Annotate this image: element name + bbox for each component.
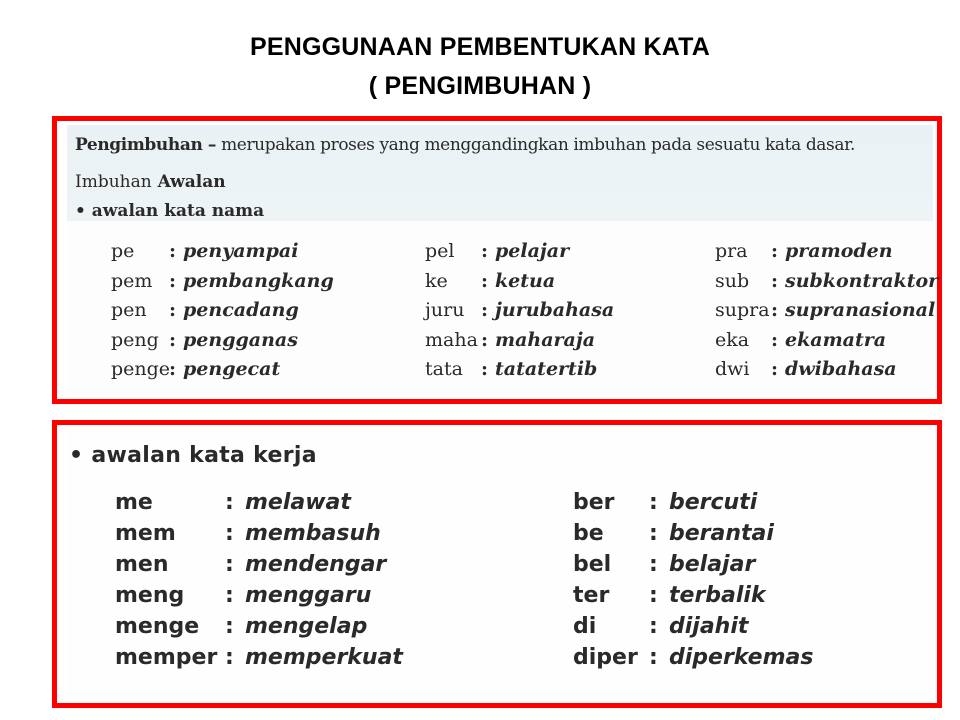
- example-word: pencadang: [183, 299, 299, 321]
- prefix-column-3: [715, 237, 938, 385]
- prefix-row: [115, 611, 403, 642]
- separator-colon: :: [481, 358, 489, 380]
- example-word: penyampai: [183, 240, 299, 262]
- separator-colon: :: [225, 490, 234, 515]
- example-word: tatatertib: [495, 358, 598, 380]
- scanned-text-kata-nama: [67, 125, 939, 395]
- separator-colon: :: [771, 328, 779, 351]
- prefix-row: [573, 487, 813, 518]
- example-word: mendengar: [245, 552, 387, 577]
- separator-colon: :: [649, 521, 658, 546]
- section-heading-kata-nama: • awalan kata nama: [75, 201, 265, 221]
- prefix-column-1: [115, 487, 403, 673]
- prefix-label: pra: [715, 240, 748, 262]
- example-word: diperkemas: [669, 645, 814, 670]
- prefix-label: me: [115, 490, 153, 515]
- prefix-label: menge: [115, 614, 200, 639]
- imbuhan-label: Imbuhan: [75, 172, 152, 192]
- separator-colon: :: [225, 645, 234, 670]
- example-word: subkontraktor: [785, 269, 939, 292]
- example-word: membasuh: [245, 521, 381, 546]
- separator-colon: :: [649, 645, 658, 670]
- prefix-row: [425, 326, 614, 356]
- separator-colon: :: [169, 328, 177, 351]
- prefix-row: [425, 355, 614, 385]
- prefix-label: juru: [425, 299, 465, 321]
- prefix-label: ter: [573, 583, 610, 608]
- prefix-label: eka: [715, 328, 750, 351]
- example-word: berantai: [669, 521, 774, 546]
- prefix-label: supra: [715, 299, 770, 321]
- prefix-row: [115, 549, 403, 580]
- awalan-kata-nama-panel: [52, 116, 942, 404]
- separator-colon: :: [169, 240, 177, 262]
- example-word: menggaru: [245, 583, 372, 608]
- prefix-label: diper: [573, 645, 638, 670]
- example-word: belajar: [669, 552, 756, 577]
- example-word: maharaja: [495, 328, 596, 351]
- separator-colon: :: [771, 240, 779, 262]
- prefix-label: di: [573, 614, 597, 639]
- prefix-row: [573, 518, 813, 549]
- prefix-row: [715, 326, 938, 356]
- section-heading-kata-kerja: • awalan kata kerja: [69, 443, 317, 468]
- separator-colon: :: [481, 240, 489, 262]
- separator-colon: :: [225, 521, 234, 546]
- example-word: mengelap: [245, 614, 368, 639]
- separator-colon: :: [481, 328, 489, 351]
- separator-colon: :: [225, 614, 234, 639]
- prefix-row: [115, 518, 403, 549]
- prefix-label: memper: [115, 645, 218, 670]
- example-word: terbalik: [669, 583, 766, 608]
- prefix-row: [715, 296, 938, 326]
- separator-colon: :: [649, 552, 658, 577]
- example-word: memperkuat: [245, 645, 403, 670]
- prefix-label: mem: [115, 521, 176, 546]
- prefix-column-2: [573, 487, 813, 673]
- awalan-label: Awalan: [157, 172, 226, 192]
- definition-text: [75, 135, 855, 155]
- separator-colon: :: [771, 358, 779, 380]
- example-word: pengganas: [183, 328, 298, 351]
- prefix-row: [715, 267, 938, 297]
- example-word: pengecat: [183, 358, 281, 380]
- separator-colon: :: [771, 299, 779, 321]
- example-word: pelajar: [495, 240, 570, 262]
- definition-body: merupakan proses yang menggandingkan imbuhan pada sesuatu kata dasar.: [221, 135, 855, 155]
- prefix-row: [111, 296, 334, 326]
- prefix-label: pe: [111, 240, 135, 262]
- separator-colon: :: [771, 269, 779, 292]
- prefix-column-1: [111, 237, 334, 385]
- prefix-column-2: [425, 237, 614, 385]
- example-word: ekamatra: [785, 328, 887, 351]
- prefix-row: [111, 267, 334, 297]
- prefix-label: meng: [115, 583, 185, 608]
- separator-colon: :: [225, 583, 234, 608]
- prefix-label: ber: [573, 490, 615, 515]
- prefix-label: maha: [425, 328, 478, 351]
- separator-colon: :: [481, 299, 489, 321]
- prefix-label: sub: [715, 269, 750, 292]
- example-word: melawat: [245, 490, 351, 515]
- prefix-label: peng: [111, 328, 159, 351]
- separator-colon: :: [649, 490, 658, 515]
- prefix-row: [573, 611, 813, 642]
- separator-colon: :: [169, 269, 177, 292]
- prefix-label: bel: [573, 552, 612, 577]
- example-word: dijahit: [669, 614, 749, 639]
- example-word: pembangkang: [183, 269, 334, 292]
- prefix-row: [425, 237, 614, 267]
- separator-colon: :: [481, 269, 489, 292]
- prefix-row: [111, 355, 334, 385]
- prefix-row: [573, 642, 813, 673]
- imbuhan-awalan-heading: [75, 172, 226, 192]
- prefix-label: pem: [111, 269, 153, 292]
- prefix-row: [111, 326, 334, 356]
- prefix-label: penge: [111, 358, 171, 380]
- separator-colon: :: [169, 299, 177, 321]
- prefix-row: [715, 355, 938, 385]
- prefix-row: [111, 237, 334, 267]
- prefix-row: [425, 296, 614, 326]
- example-word: bercuti: [669, 490, 758, 515]
- awalan-kata-kerja-panel: [52, 420, 942, 708]
- separator-colon: :: [169, 358, 177, 380]
- slide-title: PENGGUNAAN PEMBENTUKAN KATA: [249, 33, 711, 61]
- prefix-row: [115, 580, 403, 611]
- definition-term: Pengimbuhan –: [75, 135, 217, 155]
- prefix-label: ke: [425, 269, 448, 292]
- prefix-label: dwi: [715, 358, 750, 380]
- prefix-label: tata: [425, 358, 463, 380]
- example-word: ketua: [495, 269, 556, 292]
- prefix-label: be: [573, 521, 604, 546]
- example-word: jurubahasa: [495, 299, 615, 321]
- prefix-row: [715, 237, 938, 267]
- example-word: supranasional: [785, 299, 936, 321]
- prefix-row: [573, 580, 813, 611]
- separator-colon: :: [649, 583, 658, 608]
- prefix-row: [115, 487, 403, 518]
- scanned-text-kata-kerja: [67, 429, 933, 699]
- prefix-label: men: [115, 552, 169, 577]
- prefix-row: [573, 549, 813, 580]
- example-word: dwibahasa: [785, 358, 897, 380]
- prefix-row: [425, 267, 614, 297]
- separator-colon: :: [649, 614, 658, 639]
- example-word: pramoden: [785, 240, 893, 262]
- prefix-row: [115, 642, 403, 673]
- slide-subtitle: ( PENGIMBUHAN ): [368, 72, 592, 100]
- separator-colon: :: [225, 552, 234, 577]
- prefix-label: pen: [111, 299, 147, 321]
- prefix-label: pel: [425, 240, 455, 262]
